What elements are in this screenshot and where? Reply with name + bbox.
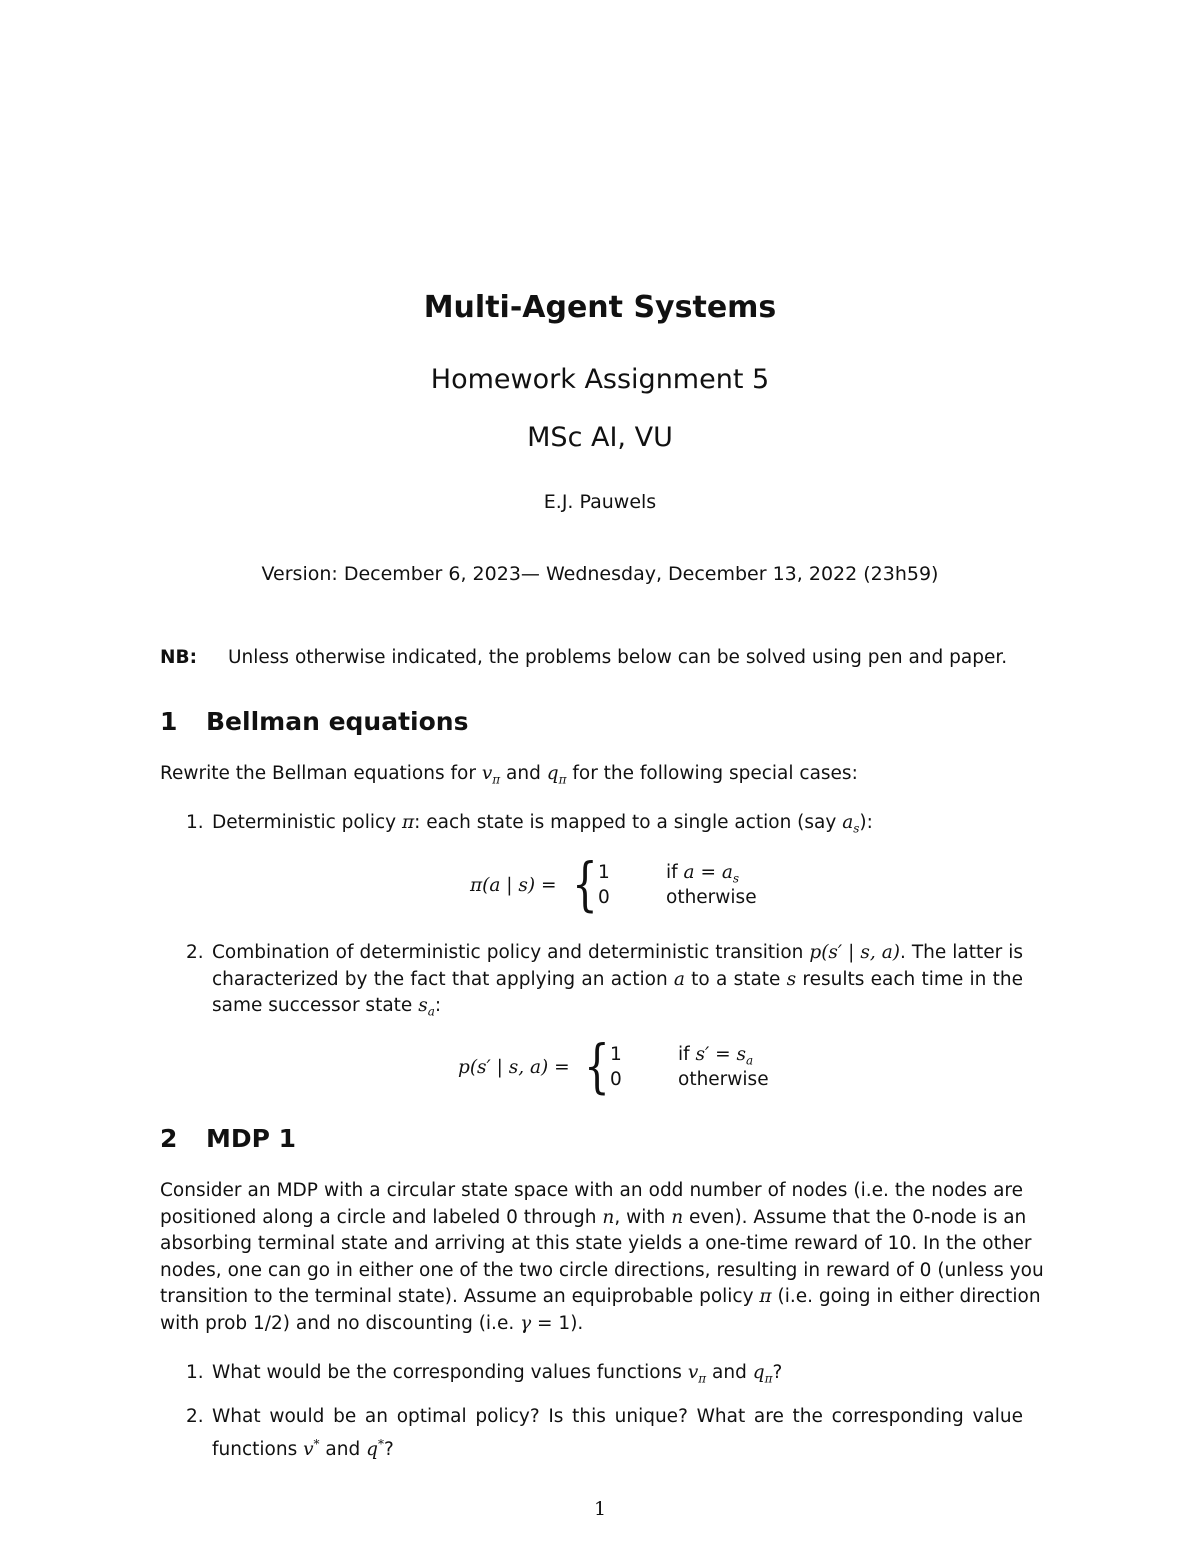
- version-line: Version: December 6, 2023— Wednesday, December 13, 2022 (23h59): [261, 563, 939, 585]
- section-2-title: MDP 1: [206, 1124, 297, 1153]
- section-1-title: Bellman equations: [206, 707, 469, 736]
- item-1-number: 1.: [186, 812, 204, 833]
- eq1-row1-value: 1: [598, 862, 610, 883]
- section-2-paragraph: Consider an MDP with a circular state space with an odd number of nodes (i.e. the nodes are positioned along a circle and labeled 0 through n, with n even). Assume that the 0-node is an absorbing terminal state and arriving at this state yields a one-time reward of 10. In the other nodes, one can go in either one of the two circle directions, resulting in reward of 0 (unless you transition to the terminal state). Assume an equiprobable policy π (i.e. going in either direction with prob 1/2) and no discounting (i.e. γ = 1).: [160, 1180, 1044, 1334]
- eq1-row2-value: 0: [598, 887, 610, 908]
- equation-policy-lhs: π(a | s) =: [470, 875, 557, 896]
- program-name: MSc AI, VU: [527, 422, 673, 453]
- nb-label: NB:: [160, 647, 197, 668]
- eq2-row2-value: 0: [610, 1069, 622, 1090]
- left-brace: {: [584, 1032, 610, 1100]
- question-1-number: 1.: [186, 1362, 204, 1383]
- eq1-row2-condition: otherwise: [666, 887, 757, 908]
- document-title: Multi-Agent Systems: [423, 290, 777, 325]
- author-name: E.J. Pauwels: [543, 491, 657, 513]
- eq2-row2-condition: otherwise: [678, 1069, 769, 1090]
- section-1-number: 1: [160, 707, 178, 736]
- nb-text: Unless otherwise indicated, the problems below can be solved using pen and paper.: [228, 647, 1008, 668]
- page-number: 1: [593, 1498, 607, 1520]
- eq2-row1-value: 1: [610, 1044, 622, 1065]
- item-1-text: Deterministic policy π: each state is mapped to a single action (say $a_s$):: [212, 812, 873, 836]
- question-1-text: What would be the corresponding values functions $v_\pi$ and $q_\pi$?: [212, 1362, 783, 1386]
- eq2-row1-condition: if $s' = s_a$: [678, 1044, 754, 1068]
- item-2-text: Combination of deterministic policy and deterministic transition p(s′ | s, a). The latter is characterized by the fact that applying an action a to a state s results each time in the same successor state $s_a$:: [212, 942, 1023, 1019]
- equation-transition-lhs: p(s′ | s, a) =: [458, 1057, 570, 1078]
- section-2-number: 2: [160, 1124, 178, 1153]
- section-1-intro: Rewrite the Bellman equations for $v_\pi$ and $q_\pi$ for the following special cases:: [160, 763, 858, 787]
- document-subtitle: Homework Assignment 5: [430, 364, 770, 395]
- question-2-text: What would be an optimal policy? Is this unique? What are the corresponding value functions v* and q*?: [212, 1406, 1023, 1460]
- item-2-number: 2.: [186, 942, 204, 963]
- eq1-row1-condition: if $a = a_s$: [666, 862, 740, 886]
- left-brace: {: [572, 850, 598, 918]
- question-2-number: 2.: [186, 1406, 204, 1427]
